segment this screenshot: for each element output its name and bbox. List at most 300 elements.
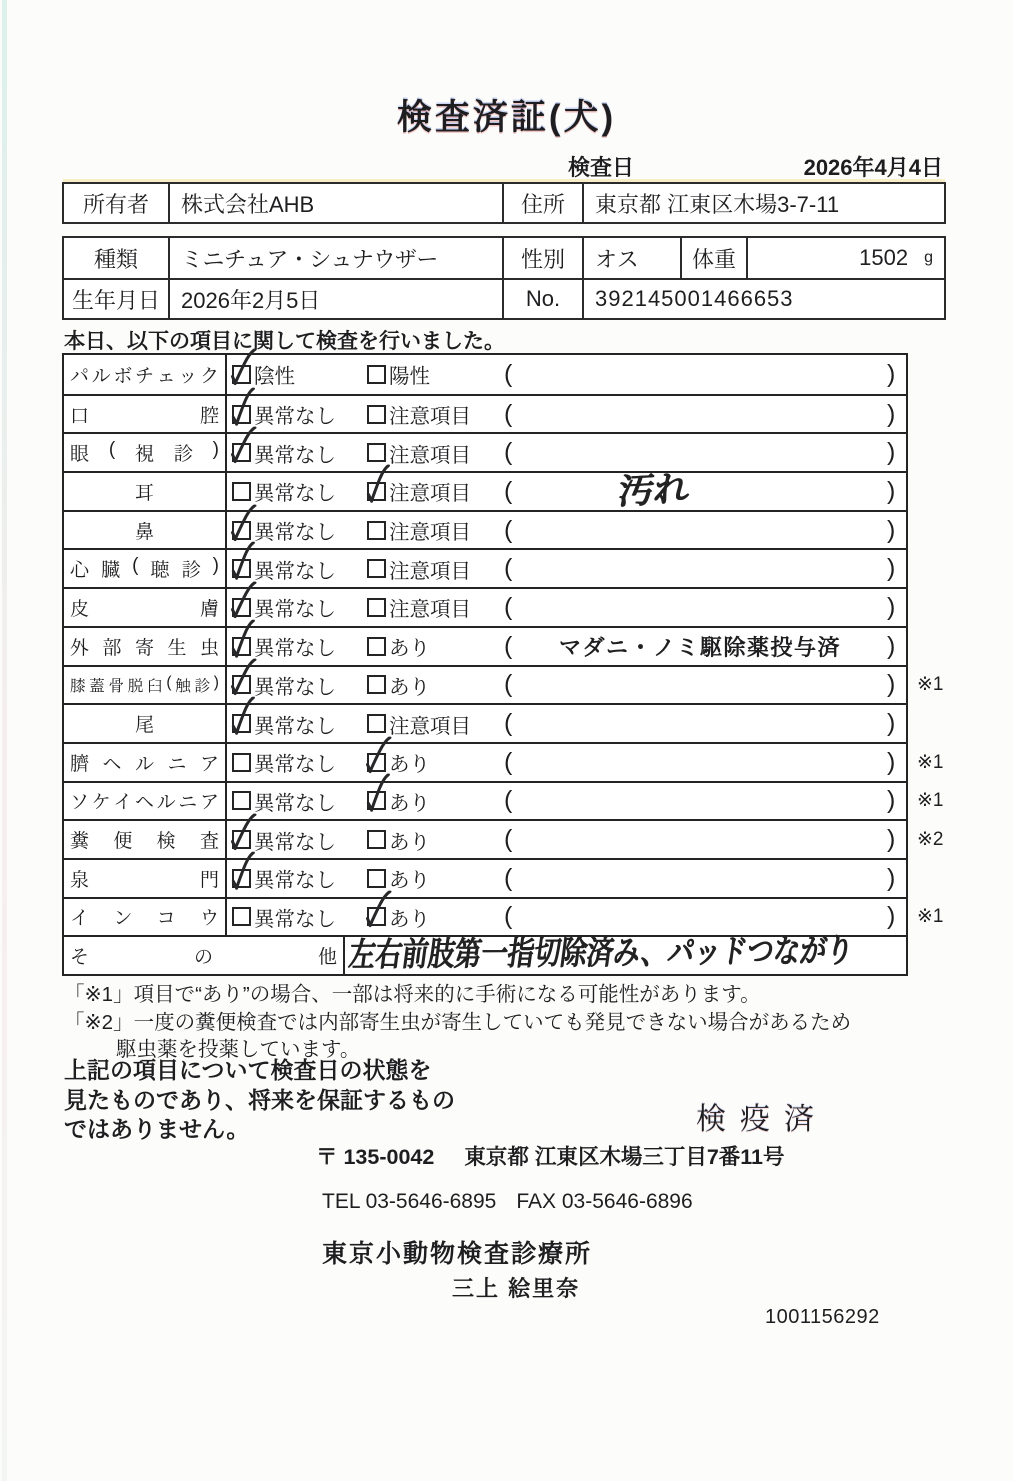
row-label-char: コ xyxy=(156,908,176,930)
address-label: 住所 xyxy=(502,184,582,222)
row-label xyxy=(70,826,219,853)
row-label-cell xyxy=(64,628,227,665)
option-2 xyxy=(367,512,471,549)
row-label-char: 虫 xyxy=(199,637,219,659)
option-2-label: あり xyxy=(389,637,430,661)
option-1-label: 陰性 xyxy=(254,365,295,389)
row-content xyxy=(227,434,906,471)
checklist-row xyxy=(64,703,906,742)
row-label-char: 外 xyxy=(70,637,90,659)
checkbox-icon xyxy=(367,443,386,462)
disclaimer-line3: ではありません。 xyxy=(64,1116,250,1142)
option-2-label: あり xyxy=(389,675,430,699)
row-label-char: 視 xyxy=(134,444,154,466)
dog-info-table xyxy=(62,236,946,320)
checkbox-icon xyxy=(367,405,386,424)
checkbox-icon xyxy=(367,559,386,578)
result-text xyxy=(517,512,883,549)
row-label-char: ボ xyxy=(113,365,133,387)
row-label-char: ) xyxy=(213,673,219,691)
owner-value: 株式会社AHB xyxy=(168,184,502,222)
checklist-row xyxy=(64,548,906,587)
row-label-char: 皮 xyxy=(70,598,90,620)
checkbox-icon xyxy=(232,443,251,462)
row-label xyxy=(70,903,219,930)
checklist-row xyxy=(64,587,906,626)
option-1-label: 異常なし xyxy=(254,869,336,893)
row-label-cell xyxy=(64,821,227,858)
checkbox-icon xyxy=(232,907,251,926)
row-label-char: 鼻 xyxy=(134,521,154,543)
row-label-char: ア xyxy=(199,753,219,775)
row-label-char: ル xyxy=(134,753,154,775)
open-paren: ( xyxy=(504,902,513,931)
row-label-char: 生 xyxy=(167,637,187,659)
checkbox-icon xyxy=(232,365,251,384)
checkbox-icon xyxy=(232,753,251,772)
checkbox-icon xyxy=(232,559,251,578)
row-label xyxy=(70,787,219,814)
option-2 xyxy=(367,396,471,433)
option-2 xyxy=(367,899,430,936)
quarantine-stamp: 検疫済 xyxy=(696,1103,828,1136)
row-label-char: 検 xyxy=(156,831,176,853)
scan-edge-artifact xyxy=(2,0,7,1481)
intro-text: 本日、以下の項目に関して検査を行いました。 xyxy=(64,330,505,353)
close-paren: ) xyxy=(887,515,896,544)
row-label-char: 耳 xyxy=(134,482,154,504)
checkbox-icon xyxy=(367,637,386,656)
close-paren: ) xyxy=(887,554,896,583)
option-1 xyxy=(232,744,336,781)
checkmark-icon xyxy=(229,387,256,426)
checkmark-icon xyxy=(229,580,257,619)
checkbox-icon xyxy=(232,521,251,540)
row-content xyxy=(227,589,906,626)
open-paren: ( xyxy=(504,670,513,699)
row-label-char: 診 xyxy=(181,560,201,582)
close-paren: ) xyxy=(887,902,896,931)
weight-cell xyxy=(746,238,944,278)
row-label-char: ( xyxy=(166,673,172,691)
row-label-char: ク xyxy=(199,365,219,387)
disclaimer-text xyxy=(64,1056,455,1145)
result-text xyxy=(517,705,883,742)
row-label-char: ( xyxy=(132,555,139,577)
option-2 xyxy=(367,628,430,665)
checkmark-icon xyxy=(229,542,256,581)
checklist-row xyxy=(64,355,906,394)
option-2-label: 陽性 xyxy=(389,365,430,389)
row-label-char: ル xyxy=(156,792,176,814)
birth-label: 生年月日 xyxy=(64,278,168,318)
row-label-char: ェ xyxy=(156,365,176,387)
row-label xyxy=(70,942,337,969)
option-2 xyxy=(367,550,471,587)
row-label-char: 眼 xyxy=(70,444,90,466)
checkmark-icon xyxy=(229,697,256,736)
row-label-cell xyxy=(64,355,227,394)
checkbox-icon xyxy=(232,791,251,810)
result-text xyxy=(517,434,883,471)
footnote-1: 「※1」項目で“あり”の場合、一部は将来的に手術になる可能性があります。 xyxy=(64,983,761,1006)
option-1-label: 異常なし xyxy=(254,559,336,583)
option-2-label: あり xyxy=(389,869,430,893)
row-label-char: ア xyxy=(199,792,219,814)
row-label-cell xyxy=(64,783,227,820)
row-label-char: 診 xyxy=(173,444,193,466)
option-1 xyxy=(232,899,336,936)
row-label-char: 診 xyxy=(194,677,211,695)
result-text xyxy=(517,396,883,433)
option-2-label: あり xyxy=(389,830,430,854)
option-2 xyxy=(367,783,430,820)
checklist-row xyxy=(64,394,906,433)
checkmark-icon xyxy=(229,347,257,386)
result-text xyxy=(517,667,883,704)
footnote-ref: ※1 xyxy=(917,906,944,928)
row-label-cell xyxy=(64,899,227,936)
checklist-row xyxy=(64,626,906,665)
row-label-cell xyxy=(64,744,227,781)
open-paren: ( xyxy=(504,825,513,854)
checkbox-icon xyxy=(367,714,386,733)
open-paren: ( xyxy=(504,476,513,505)
checkbox-icon xyxy=(367,830,386,849)
checkbox-icon xyxy=(232,598,251,617)
footnote-ref: ※2 xyxy=(917,829,944,851)
row-label-char: そ xyxy=(70,947,90,969)
option-2-label: 注意項目 xyxy=(389,559,471,583)
checkbox-icon xyxy=(367,791,386,810)
result-text xyxy=(517,744,883,781)
row-label-char: 膚 xyxy=(199,598,219,620)
row-label-char: 尾 xyxy=(134,715,154,737)
inspection-date-value: 2026年4月4日 xyxy=(803,155,943,180)
checkbox-icon xyxy=(367,482,386,501)
option-2-label: あり xyxy=(389,753,430,777)
examiner-name: 三上 絵里奈 xyxy=(452,1276,581,1301)
checkmark-icon xyxy=(229,658,257,697)
row-label-char: 臍 xyxy=(70,753,90,775)
row-label xyxy=(70,865,219,892)
checklist-row xyxy=(64,469,906,513)
checkmark-icon xyxy=(229,426,257,465)
footnote-ref: ※1 xyxy=(917,790,944,812)
row-content xyxy=(227,396,906,433)
row-label-char: 骨 xyxy=(108,677,125,695)
row-label-char: 寄 xyxy=(134,637,154,659)
option-2-label: 注意項目 xyxy=(389,443,471,467)
handwritten-result: 汚れ xyxy=(616,469,692,513)
option-1-label: 異常なし xyxy=(254,830,336,854)
clinic-address: 東京都 江東区木場三丁目7番11号 xyxy=(464,1145,785,1169)
birth-value: 2026年2月5日 xyxy=(168,278,502,318)
open-paren: ( xyxy=(504,399,513,428)
row-label-char: ウ xyxy=(199,908,219,930)
inspection-date-label: 検査日 xyxy=(568,155,635,180)
checkbox-icon xyxy=(367,598,386,617)
open-paren: ( xyxy=(504,863,513,892)
option-1-label: 異常なし xyxy=(254,521,336,545)
row-label-char: 部 xyxy=(102,637,122,659)
sex-label: 性別 xyxy=(502,238,582,278)
id-number-value: 392145001466653 xyxy=(582,278,944,318)
row-label-cell xyxy=(64,860,227,897)
row-label-char: 査 xyxy=(199,831,219,853)
row-content xyxy=(227,667,944,704)
row-label-char: 腔 xyxy=(199,405,219,427)
checklist-row xyxy=(64,931,906,974)
close-paren: ) xyxy=(887,825,896,854)
checkmark-icon xyxy=(229,851,256,890)
close-paren: ) xyxy=(887,631,896,660)
option-1-label: 異常なし xyxy=(254,675,336,699)
result-text xyxy=(517,860,883,897)
row-label-cell xyxy=(64,512,227,549)
open-paren: ( xyxy=(504,786,513,815)
checkmark-icon xyxy=(229,619,256,658)
close-paren: ) xyxy=(887,399,896,428)
id-number-label: No. xyxy=(502,278,582,318)
checkbox-icon xyxy=(367,365,386,384)
row-label xyxy=(70,633,219,660)
row-label-char: 便 xyxy=(113,831,133,853)
weight-value: 1502 xyxy=(859,245,909,270)
checkmark-icon xyxy=(229,503,257,542)
close-paren: ) xyxy=(887,476,896,505)
close-paren: ) xyxy=(887,438,896,467)
checkbox-icon xyxy=(232,482,251,501)
row-content xyxy=(345,931,906,974)
checkmark-icon xyxy=(364,774,391,813)
clinic-name: 東京小動物検査診療所 xyxy=(322,1240,593,1268)
checkbox-icon xyxy=(232,675,251,694)
row-content xyxy=(227,628,906,665)
open-paren: ( xyxy=(504,709,513,738)
option-2-label: 注意項目 xyxy=(389,714,471,738)
row-label-char: ケ xyxy=(91,792,111,814)
row-label-char: ン xyxy=(113,908,133,930)
checkbox-icon xyxy=(232,637,251,656)
clinic-fax: FAX 03-5646-6896 xyxy=(516,1190,693,1213)
clinic-tel: TEL 03-5646-6895 xyxy=(322,1190,497,1213)
row-label-char: 聴 xyxy=(150,560,170,582)
open-paren: ( xyxy=(504,515,513,544)
row-label-cell xyxy=(64,550,227,587)
option-1-label: 異常なし xyxy=(254,714,336,738)
row-content xyxy=(227,705,906,742)
row-label-char: 脱 xyxy=(127,677,144,695)
open-paren: ( xyxy=(504,554,513,583)
row-label-char: 臓 xyxy=(101,560,121,582)
row-label-char: 泉 xyxy=(70,869,90,891)
owner-info-table xyxy=(62,182,946,224)
postal-code: 〒 135-0042 xyxy=(316,1145,435,1169)
row-content xyxy=(227,860,906,897)
row-content xyxy=(227,355,906,394)
row-label-char: 門 xyxy=(199,869,219,891)
row-label-cell xyxy=(64,589,227,626)
row-label-cell xyxy=(64,705,227,742)
row-label-cell xyxy=(64,396,227,433)
option-2 xyxy=(367,667,430,704)
checkbox-icon xyxy=(367,521,386,540)
row-label-char: 臼 xyxy=(147,677,163,695)
sex-value: オス xyxy=(582,238,680,278)
option-1-label: 異常なし xyxy=(254,907,336,931)
open-paren: ( xyxy=(504,359,513,388)
checklist-row xyxy=(64,510,906,549)
row-label-cell xyxy=(64,667,227,704)
result-text xyxy=(517,550,883,587)
freeform-handwritten-text: 左右前肢第一指切除済み、パッドつながり xyxy=(346,931,856,974)
row-label-char: ( xyxy=(108,439,116,461)
row-label-char: イ xyxy=(70,908,90,930)
breed-label: 種類 xyxy=(93,246,138,272)
footnote-2-line1: 「※2」一度の糞便検査では内部寄生虫が寄生していても発見できない場合があるため xyxy=(64,1011,852,1034)
close-paren: ) xyxy=(887,670,896,699)
address-value: 東京都 江東区木場3-7-11 xyxy=(582,184,944,222)
row-label-cell xyxy=(64,937,345,974)
open-paren: ( xyxy=(504,631,513,660)
option-1-label: 異常なし xyxy=(254,791,336,815)
close-paren: ) xyxy=(887,747,896,776)
checklist-row xyxy=(64,742,944,781)
row-label-char: チ xyxy=(134,365,154,387)
row-label-char: ソ xyxy=(70,792,90,814)
owner-label: 所有者 xyxy=(82,191,149,217)
checkbox-icon xyxy=(367,869,386,888)
checkbox-icon xyxy=(232,405,251,424)
disclaimer-line2: 見たものであり、将来を保証するもの xyxy=(64,1086,455,1113)
result-text: マダニ・ノミ駆除薬投与済 xyxy=(558,634,841,660)
certificate-title: 検査済証(犬) xyxy=(396,98,617,137)
close-paren: ) xyxy=(887,709,896,738)
row-label-char: 膝 xyxy=(70,677,86,695)
option-1-label: 異常なし xyxy=(254,753,336,777)
clinic-tel-line xyxy=(322,1190,693,1214)
result-text xyxy=(517,783,883,820)
checkmark-icon xyxy=(229,812,257,851)
checklist-row xyxy=(64,858,906,897)
row-content xyxy=(227,821,944,858)
row-content xyxy=(227,550,906,587)
row-content xyxy=(227,469,906,513)
close-paren: ) xyxy=(887,359,896,388)
row-label-char: ヘ xyxy=(102,753,122,775)
open-paren: ( xyxy=(504,592,513,621)
option-1 xyxy=(232,705,336,742)
row-label xyxy=(70,517,219,544)
option-1-label: 異常なし xyxy=(254,405,336,429)
row-label xyxy=(70,361,219,388)
checklist-row xyxy=(64,432,906,471)
row-label-char: 蓋 xyxy=(89,677,105,695)
row-label-char: ッ xyxy=(178,365,198,387)
result-text xyxy=(517,821,883,858)
row-label-cell xyxy=(64,473,227,510)
checkbox-icon xyxy=(232,714,251,733)
close-paren: ) xyxy=(887,786,896,815)
checkmark-icon xyxy=(364,890,392,929)
row-label-char: 他 xyxy=(317,947,337,969)
checkbox-icon xyxy=(367,675,386,694)
row-label-char: ニ xyxy=(167,753,187,775)
row-label-char: ニ xyxy=(178,792,198,814)
open-paren: ( xyxy=(504,438,513,467)
option-2-label: 注意項目 xyxy=(389,405,471,429)
option-2 xyxy=(367,473,471,510)
open-paren: ( xyxy=(504,747,513,776)
row-label xyxy=(70,439,219,466)
option-2-label: 注意項目 xyxy=(389,482,471,506)
checkbox-icon xyxy=(367,907,386,926)
checkbox-icon xyxy=(232,830,251,849)
checkbox-icon xyxy=(232,869,251,888)
row-content xyxy=(227,783,944,820)
row-label-char: パ xyxy=(70,365,90,387)
row-label-char: ヘ xyxy=(134,792,154,814)
weight-unit: g xyxy=(924,249,933,266)
footnote-ref: ※1 xyxy=(917,751,944,773)
weight-label: 体重 xyxy=(680,238,746,278)
footnote-2-line2: 駆虫薬を投薬しています。 xyxy=(116,1038,361,1061)
close-paren: ) xyxy=(887,863,896,892)
checklist-row xyxy=(64,781,944,820)
row-label xyxy=(70,478,219,505)
option-2-label: あり xyxy=(389,907,430,931)
disclaimer-line1: 上記の項目について検査日の状態を xyxy=(64,1057,432,1083)
row-label-char: 触 xyxy=(175,677,191,695)
row-content xyxy=(227,744,944,781)
checkbox-icon xyxy=(367,753,386,772)
footnote-ref: ※1 xyxy=(917,674,944,696)
serial-number: 1001156292 xyxy=(765,1306,880,1328)
result-text xyxy=(517,469,883,513)
checklist-table xyxy=(62,353,944,976)
option-2-label: 注意項目 xyxy=(389,598,471,622)
row-label-char: イ xyxy=(113,792,133,814)
checkmark-icon xyxy=(364,735,392,774)
option-2-label: 注意項目 xyxy=(389,521,471,545)
row-label xyxy=(70,749,219,776)
option-1-label: 異常なし xyxy=(254,482,336,506)
row-label xyxy=(70,401,219,428)
row-label-char: ) xyxy=(212,439,219,461)
row-label-char: ) xyxy=(212,555,219,577)
row-label xyxy=(70,710,219,737)
option-1 xyxy=(232,860,336,897)
checklist-row xyxy=(64,819,944,858)
row-label-char: 口 xyxy=(70,405,90,427)
row-label xyxy=(70,555,219,582)
result-text xyxy=(517,589,883,626)
row-label xyxy=(70,594,219,621)
row-label xyxy=(70,674,219,696)
option-1-label: 異常なし xyxy=(254,443,336,467)
breed-value: ミニチュア・シュナウザー xyxy=(168,238,502,278)
option-1 xyxy=(232,434,336,471)
option-1-label: 異常なし xyxy=(254,637,336,661)
row-label-char: の xyxy=(193,947,213,969)
option-1-label: 異常なし xyxy=(254,598,336,622)
clinic-postal-line xyxy=(316,1140,785,1171)
close-paren: ) xyxy=(887,592,896,621)
row-content xyxy=(227,512,906,549)
result-text xyxy=(517,355,883,394)
checklist-row xyxy=(64,665,944,704)
